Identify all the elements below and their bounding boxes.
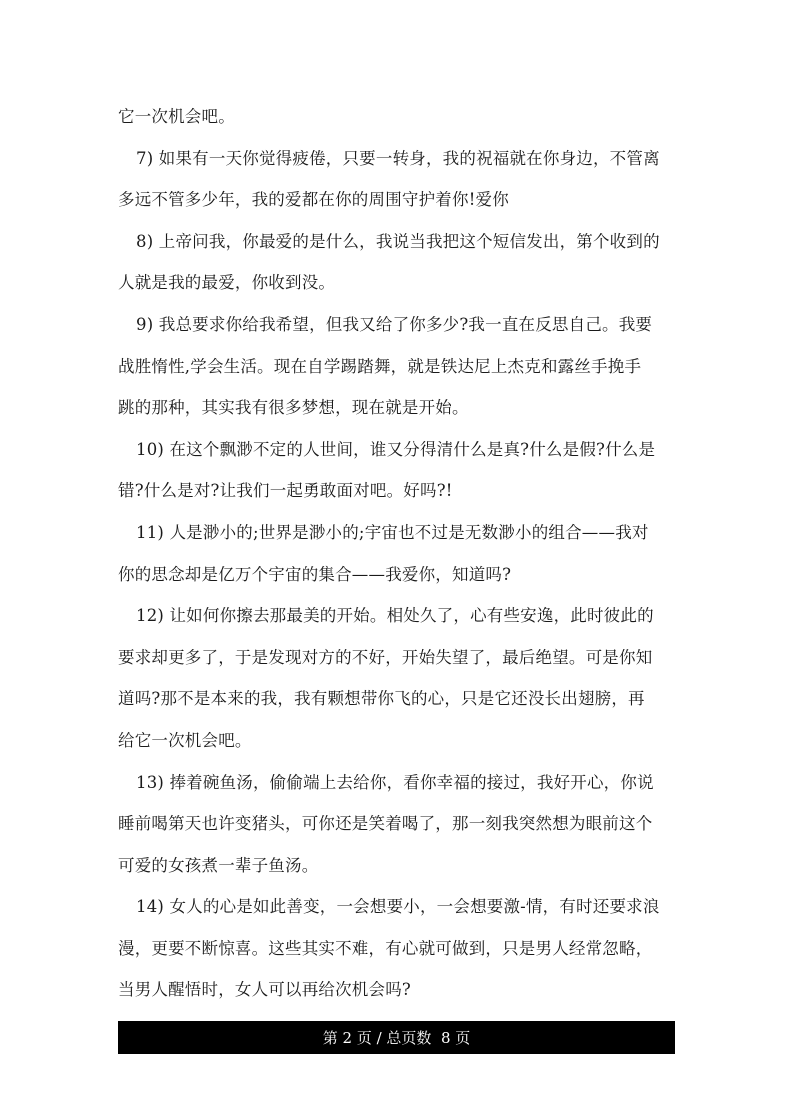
text-line: 给它一次机会吧。 — [118, 730, 252, 750]
text-line: 9) 我总要求你给我希望，但我又给了你多少?我一直在反思自己。我要 — [136, 314, 653, 334]
paragraph-8 — [118, 221, 674, 304]
text-line: 11) 人是渺小的;世界是渺小的;宇宙也不过是无数渺小的组合——我对 — [136, 522, 649, 542]
text-line: 人就是我的最爱，你收到没。 — [118, 273, 336, 293]
text-line: 10) 在这个飘渺不定的人世间，谁又分得清什么是真?什么是假?什么是 — [136, 439, 656, 459]
text-line: 跳的那种，其实我有很多梦想，现在就是开始。 — [118, 398, 469, 418]
text-line: 14) 女人的心是如此善变，一会想要小，一会想要激-情，有时还要求浪 — [136, 897, 660, 917]
paragraph-10 — [118, 429, 674, 512]
text-line: 错?什么是对?让我们一起勇敢面对吧。好吗?! — [118, 481, 453, 501]
text-line: 它一次机会吧。 — [118, 107, 235, 126]
page-number-label: 第 2 页 / 总页数 8 页 — [322, 1029, 471, 1047]
paragraph-13 — [118, 762, 674, 887]
text-line: 可爱的女孩煮一辈子鱼汤。 — [118, 855, 319, 875]
paragraph-9 — [118, 304, 674, 429]
text-line: 睡前喝第天也许变猪头，可你还是笑着喝了，那一刻我突然想为眼前这个 — [118, 814, 653, 834]
text-line: 8) 上帝问我，你最爱的是什么，我说当我把这个短信发出，第个收到的 — [136, 231, 660, 251]
text-line: 7) 如果有一天你觉得疲倦，只要一转身，我的祝福就在你身边，不管离 — [136, 148, 660, 168]
text-line: 战胜惰性,学会生活。现在自学踢踏舞，就是铁达尼上杰克和露丝手挽手 — [118, 356, 642, 376]
paragraph-11 — [118, 512, 674, 595]
document-body — [118, 96, 674, 1011]
text-line: 你的思念却是亿万个宇宙的集合——我爱你，知道吗? — [118, 564, 512, 584]
paragraph-14 — [118, 886, 674, 1011]
paragraph-12 — [118, 595, 674, 761]
paragraph-7 — [118, 138, 674, 221]
text-line: 13) 捧着碗鱼汤，偷偷端上去给你，看你幸福的接过，我好开心，你说 — [136, 772, 654, 792]
text-line: 12) 让如何你擦去那最美的开始。相处久了，心有些安逸，此时彼此的 — [136, 606, 654, 626]
paragraph-0 — [118, 96, 674, 138]
page-footer — [118, 1021, 675, 1054]
text-line: 要求却更多了，于是发现对方的不好，开始失望了，最后绝望。可是你知 — [118, 647, 653, 667]
text-line: 多远不管多少年，我的爱都在你的周围守护着你!爱你 — [118, 190, 509, 210]
text-line: 漫，更要不断惊喜。这些其实不难，有心就可做到，只是男人经常忽略， — [118, 938, 653, 958]
text-line: 道吗?那不是本来的我，我有颗想带你飞的心，只是它还没长出翅膀，再 — [118, 689, 645, 709]
text-line: 当男人醒悟时，女人可以再给次机会吗? — [118, 980, 411, 1000]
